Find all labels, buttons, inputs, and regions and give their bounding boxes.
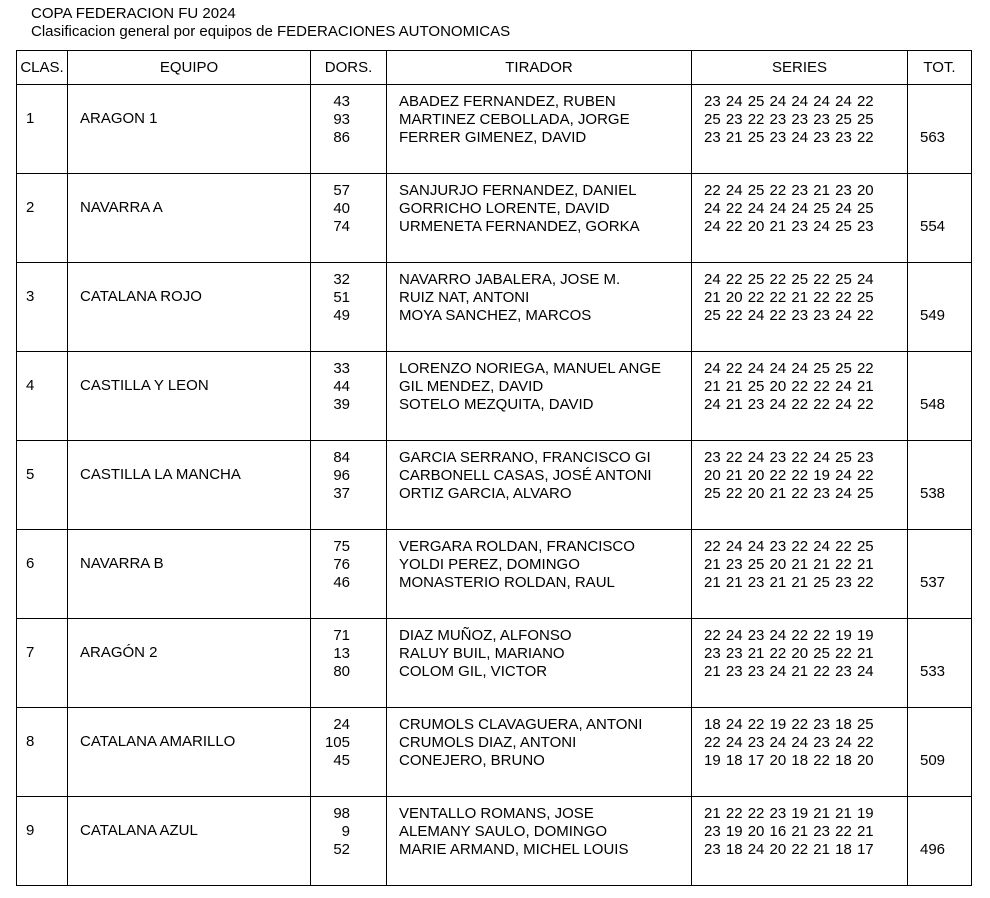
table-row	[17, 441, 972, 530]
rank-value: 2	[26, 199, 35, 216]
document-title: COPA FEDERACION FU 2024	[31, 5, 236, 22]
bib-number: 105	[324, 734, 350, 751]
shooter-name: FERRER GIMENEZ, DAVID	[399, 129, 587, 146]
bib-number: 13	[333, 645, 350, 662]
series-cell	[692, 619, 908, 708]
series-scores: 19 18 17 20 18 22 18 20	[704, 752, 874, 769]
shooter-name: GORRICHO LORENTE, DAVID	[399, 200, 610, 217]
shooter-name: CONEJERO, BRUNO	[399, 752, 545, 769]
shooter-name: MOYA SANCHEZ, MARCOS	[399, 307, 592, 324]
rank-cell	[17, 441, 68, 530]
total-cell	[908, 530, 972, 619]
shooter-name: LORENZO NORIEGA, MANUEL ANGE	[399, 360, 661, 377]
table-row	[17, 174, 972, 263]
dors-cell	[311, 619, 387, 708]
dors-cell	[311, 352, 387, 441]
bib-number: 84	[333, 449, 350, 466]
team-cell	[68, 619, 311, 708]
team-total: 549	[920, 307, 946, 324]
bib-number: 40	[333, 200, 350, 217]
team-cell	[68, 530, 311, 619]
shooter-name: GIL MENDEZ, DAVID	[399, 378, 544, 395]
series-scores: 23 24 25 24 24 24 24 22	[704, 93, 874, 110]
table-row	[17, 263, 972, 352]
series-scores: 21 21 23 21 21 25 23 22	[704, 574, 874, 591]
series-scores: 24 22 20 21 23 24 25 23	[704, 218, 874, 235]
team-cell	[68, 85, 311, 174]
bib-number: 32	[333, 271, 350, 288]
total-cell	[908, 352, 972, 441]
rank-cell	[17, 619, 68, 708]
team-name: CATALANA ROJO	[80, 288, 202, 305]
table-row	[17, 85, 972, 174]
bib-number: 76	[333, 556, 350, 573]
team-cell	[68, 352, 311, 441]
bib-number: 44	[333, 378, 350, 395]
team-name: NAVARRA A	[80, 199, 163, 216]
series-scores: 22 24 23 24 22 22 19 19	[704, 627, 874, 644]
shooter-name: MARIE ARMAND, MICHEL LOUIS	[399, 841, 629, 858]
dors-cell	[311, 530, 387, 619]
shooter-name: NAVARRO JABALERA, JOSE M.	[399, 271, 621, 288]
rank-value: 7	[26, 644, 35, 661]
bib-number: 98	[333, 805, 350, 822]
total-cell	[908, 263, 972, 352]
shooter-name: COLOM GIL, VICTOR	[399, 663, 548, 680]
rank-cell	[17, 352, 68, 441]
shooter-cell	[387, 530, 692, 619]
bib-number: 93	[333, 111, 350, 128]
shooter-cell	[387, 263, 692, 352]
rank-value: 4	[26, 377, 35, 394]
shooter-name: ALEMANY SAULO, DOMINGO	[399, 823, 608, 840]
rank-value: 9	[26, 822, 35, 839]
shooter-name: GARCIA SERRANO, FRANCISCO GI	[399, 449, 651, 466]
team-total: 496	[920, 841, 946, 858]
shooter-cell	[387, 619, 692, 708]
bib-number: 80	[333, 663, 350, 680]
series-scores: 20 21 20 22 22 19 24 22	[704, 467, 874, 484]
total-cell	[908, 619, 972, 708]
team-cell	[68, 174, 311, 263]
total-cell	[908, 174, 972, 263]
series-scores: 23 18 24 20 22 21 18 17	[704, 841, 874, 858]
rank-cell	[17, 708, 68, 797]
bib-number: 49	[333, 307, 350, 324]
bib-number: 9	[341, 823, 350, 840]
series-cell	[692, 441, 908, 530]
team-total: 538	[920, 485, 946, 502]
col-header-series: SERIES	[692, 51, 908, 85]
bib-number: 57	[333, 182, 350, 199]
series-scores: 23 22 24 23 22 24 25 23	[704, 449, 874, 466]
rank-value: 6	[26, 555, 35, 572]
shooter-name: CARBONELL CASAS, JOSÉ ANTONI	[399, 467, 652, 484]
shooter-name: RALUY BUIL, MARIANO	[399, 645, 565, 662]
shooter-cell	[387, 352, 692, 441]
series-cell	[692, 174, 908, 263]
series-scores: 25 22 24 22 23 23 24 22	[704, 307, 874, 324]
bib-number: 45	[333, 752, 350, 769]
col-header-clas: CLAS.	[17, 51, 68, 85]
team-total: 563	[920, 129, 946, 146]
rank-value: 3	[26, 288, 35, 305]
series-scores: 24 22 24 24 24 25 24 25	[704, 200, 874, 217]
series-scores: 24 22 25 22 25 22 25 24	[704, 271, 874, 288]
series-scores: 23 23 21 22 20 25 22 21	[704, 645, 874, 662]
shooter-name: SANJURJO FERNANDEZ, DANIEL	[399, 182, 637, 199]
shooter-cell	[387, 441, 692, 530]
rank-cell	[17, 85, 68, 174]
series-scores: 25 23 22 23 23 23 25 25	[704, 111, 874, 128]
col-header-dors: DORS.	[311, 51, 387, 85]
total-cell	[908, 85, 972, 174]
shooter-name: RUIZ NAT, ANTONI	[399, 289, 530, 306]
table-row	[17, 619, 972, 708]
bib-number: 71	[333, 627, 350, 644]
team-cell	[68, 797, 311, 886]
shooter-cell	[387, 797, 692, 886]
team-total: 509	[920, 752, 946, 769]
team-name: CATALANA AMARILLO	[80, 733, 236, 750]
series-scores: 22 24 25 22 23 21 23 20	[704, 182, 874, 199]
series-scores: 21 20 22 22 21 22 22 25	[704, 289, 874, 306]
series-scores: 18 24 22 19 22 23 18 25	[704, 716, 874, 733]
shooter-name: MONASTERIO ROLDAN, RAUL	[399, 574, 615, 591]
rank-cell	[17, 797, 68, 886]
team-cell	[68, 441, 311, 530]
shooter-name: MARTINEZ CEBOLLADA, JORGE	[399, 111, 630, 128]
team-name: CASTILLA Y LEON	[80, 377, 209, 394]
dors-cell	[311, 797, 387, 886]
shooter-cell	[387, 708, 692, 797]
series-scores: 21 22 22 23 19 21 21 19	[704, 805, 874, 822]
series-scores: 23 21 25 23 24 23 23 22	[704, 129, 874, 146]
dors-cell	[311, 708, 387, 797]
bib-number: 39	[333, 396, 350, 413]
rank-value: 5	[26, 466, 35, 483]
shooter-name: DIAZ MUÑOZ, ALFONSO	[399, 627, 572, 644]
team-total: 537	[920, 574, 946, 591]
team-name: NAVARRA B	[80, 555, 164, 572]
series-scores: 24 21 23 24 22 22 24 22	[704, 396, 874, 413]
shooter-name: URMENETA FERNANDEZ, GORKA	[399, 218, 640, 235]
shooter-cell	[387, 85, 692, 174]
shooter-name: ORTIZ GARCIA, ALVARO	[399, 485, 572, 502]
table-row	[17, 530, 972, 619]
table-row	[17, 708, 972, 797]
rank-cell	[17, 174, 68, 263]
series-scores: 25 22 20 21 22 23 24 25	[704, 485, 874, 502]
shooter-name: YOLDI PEREZ, DOMINGO	[399, 556, 580, 573]
bib-number: 24	[333, 716, 350, 733]
series-scores: 24 22 24 24 24 25 25 22	[704, 360, 874, 377]
bib-number: 74	[333, 218, 350, 235]
table-row	[17, 797, 972, 886]
team-total: 554	[920, 218, 946, 235]
bib-number: 43	[333, 93, 350, 110]
rank-cell	[17, 530, 68, 619]
series-cell	[692, 797, 908, 886]
table-row	[17, 352, 972, 441]
dors-cell	[311, 263, 387, 352]
team-name: ARAGON 1	[80, 110, 158, 127]
series-cell	[692, 708, 908, 797]
bib-number: 46	[333, 574, 350, 591]
bib-number: 96	[333, 467, 350, 484]
document-header	[31, 5, 510, 41]
shooter-name: CRUMOLS CLAVAGUERA, ANTONI	[399, 716, 643, 733]
col-header-shooter: TIRADOR	[387, 51, 692, 85]
bib-number: 86	[333, 129, 350, 146]
shooter-name: ABADEZ FERNANDEZ, RUBEN	[399, 93, 616, 110]
rank-value: 8	[26, 733, 35, 750]
team-name: CASTILLA LA MANCHA	[80, 466, 241, 483]
series-cell	[692, 352, 908, 441]
document-subtitle: Clasificacion general por equipos de FEDERACIONES AUTONOMICAS	[31, 23, 511, 40]
total-cell	[908, 441, 972, 530]
standings-table	[16, 50, 972, 886]
shooter-cell	[387, 174, 692, 263]
shooter-name: VENTALLO ROMANS, JOSE	[399, 805, 594, 822]
rank-cell	[17, 263, 68, 352]
team-cell	[68, 708, 311, 797]
series-cell	[692, 85, 908, 174]
series-scores: 23 19 20 16 21 23 22 21	[704, 823, 874, 840]
col-header-team: EQUIPO	[68, 51, 311, 85]
bib-number: 37	[333, 485, 350, 502]
team-cell	[68, 263, 311, 352]
dors-cell	[311, 85, 387, 174]
col-header-total: TOT.	[908, 51, 972, 85]
team-total: 533	[920, 663, 946, 680]
team-total: 548	[920, 396, 946, 413]
bib-number: 75	[333, 538, 350, 555]
bib-number: 52	[333, 841, 350, 858]
series-scores: 21 23 23 24 21 22 23 24	[704, 663, 874, 680]
total-cell	[908, 797, 972, 886]
bib-number: 51	[333, 289, 350, 306]
series-cell	[692, 530, 908, 619]
shooter-name: CRUMOLS DIAZ, ANTONI	[399, 734, 577, 751]
series-scores: 22 24 23 24 24 23 24 22	[704, 734, 874, 751]
dors-cell	[311, 441, 387, 530]
series-scores: 21 21 25 20 22 22 24 21	[704, 378, 874, 395]
team-name: ARAGÓN 2	[80, 644, 158, 661]
dors-cell	[311, 174, 387, 263]
team-name: CATALANA AZUL	[80, 822, 198, 839]
shooter-name: VERGARA ROLDAN, FRANCISCO	[399, 538, 635, 555]
series-cell	[692, 263, 908, 352]
total-cell	[908, 708, 972, 797]
rank-value: 1	[26, 110, 35, 127]
header-row	[17, 51, 972, 85]
bib-number: 33	[333, 360, 350, 377]
shooter-name: SOTELO MEZQUITA, DAVID	[399, 396, 594, 413]
series-scores: 22 24 24 23 22 24 22 25	[704, 538, 874, 555]
series-scores: 21 23 25 20 21 21 22 21	[704, 556, 874, 573]
